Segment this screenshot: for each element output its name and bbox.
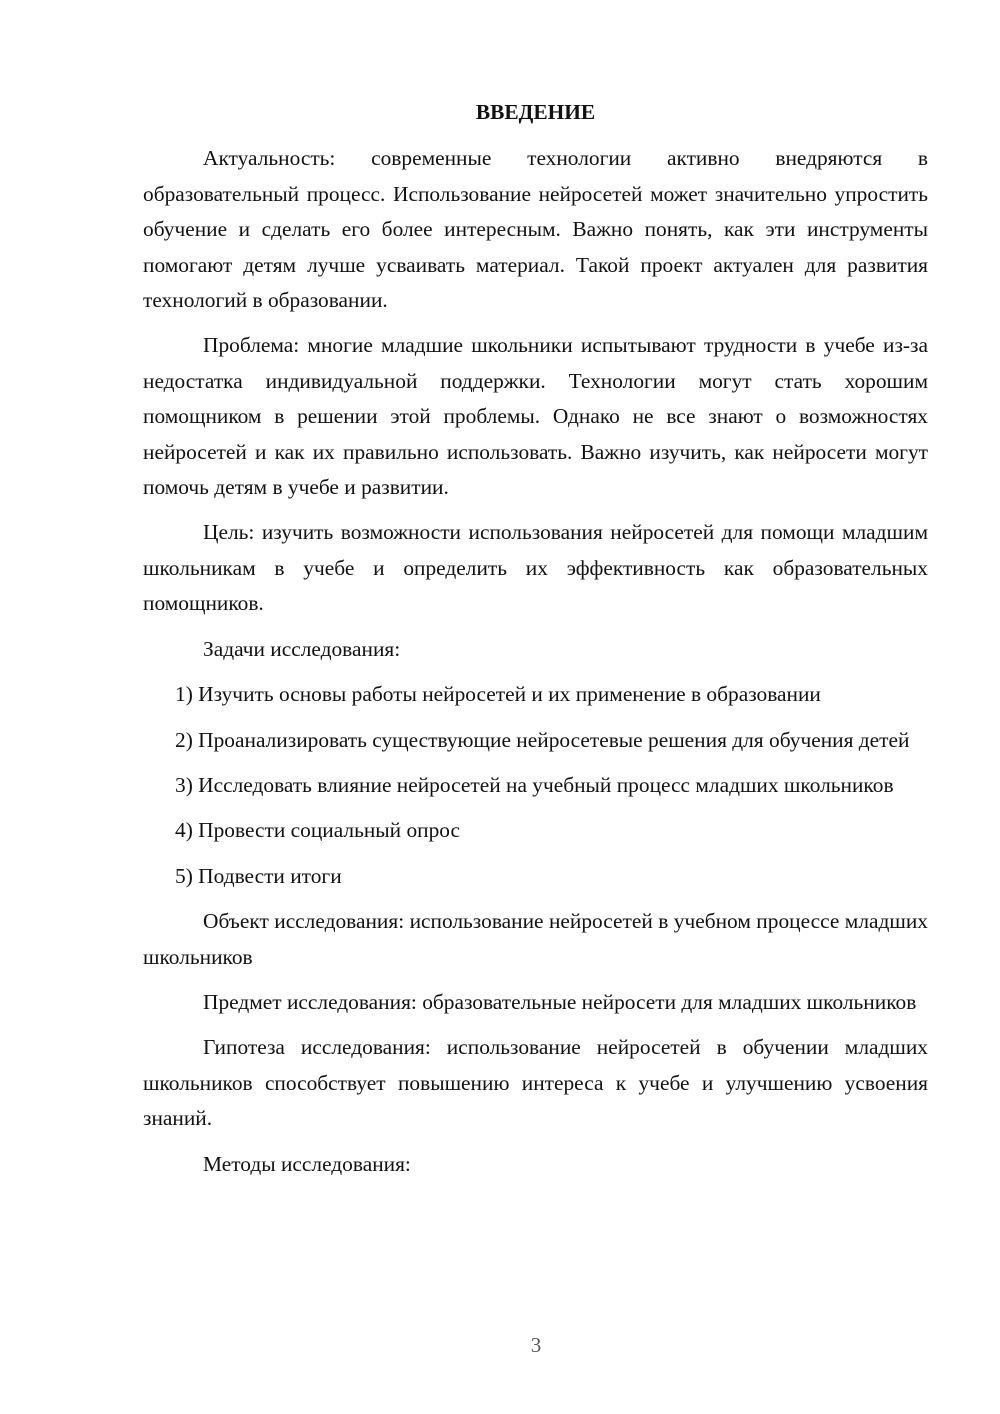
tasks-heading: Задачи исследования: [203, 636, 401, 661]
object-paragraph: Объект исследования: использование нейросетей в учебном процессе младших школьников [143, 909, 928, 969]
problem-paragraph: Проблема: многие младшие школьники испытывают трудности в учебе из-за недостатка индивидуальной поддержки. Технологии могут стать хорошим помощником в решении этой проблемы. Однако не все знают о возможностях нейросетей и как их правильно использовать. Важно изучить, как нейросети могут помочь детям в учебе и развитии. [143, 333, 928, 500]
section-title: ВВЕДЕНИЕ [475, 100, 596, 124]
subject-paragraph: Предмет исследования: образовательные нейросети для младших школьников [203, 989, 917, 1014]
goal-paragraph: Цель: изучить возможности использования нейросетей для помощи младшим школьникам в учебе и определить их эффективность как образовательных помощников. [143, 520, 928, 616]
methods-heading: Методы исследования: [203, 1151, 411, 1176]
document-body [143, 95, 928, 1192]
page-number: 3 [530, 1333, 542, 1357]
task-item-4: 4) Провести социальный опрос [175, 818, 461, 843]
task-item-1: 1) Изучить основы работы нейросетей и их применение в образовании [175, 682, 821, 707]
hypothesis-paragraph: Гипотеза исследования: использование нейросетей в обучении младших школьников способствует повышению интереса к учебе и улучшению усвоения знаний. [143, 1035, 928, 1131]
task-item-3: 3) Исследовать влияние нейросетей на учебный процесс младших школьников [175, 772, 894, 797]
task-item-2: 2) Проанализировать существующие нейросетевые решения для обучения детей [175, 727, 910, 752]
task-item-5: 5) Подвести итоги [175, 863, 342, 888]
relevance-paragraph: Актуальность: современные технологии активно внедряются в образовательный процесс. Использование нейросетей может значительно упростить обучение и сделать его более интересным. Важно понять, как эти инструменты помогают детям лучше усваивать материал. Такой проект актуален для развития технологий в образовании. [143, 146, 928, 313]
